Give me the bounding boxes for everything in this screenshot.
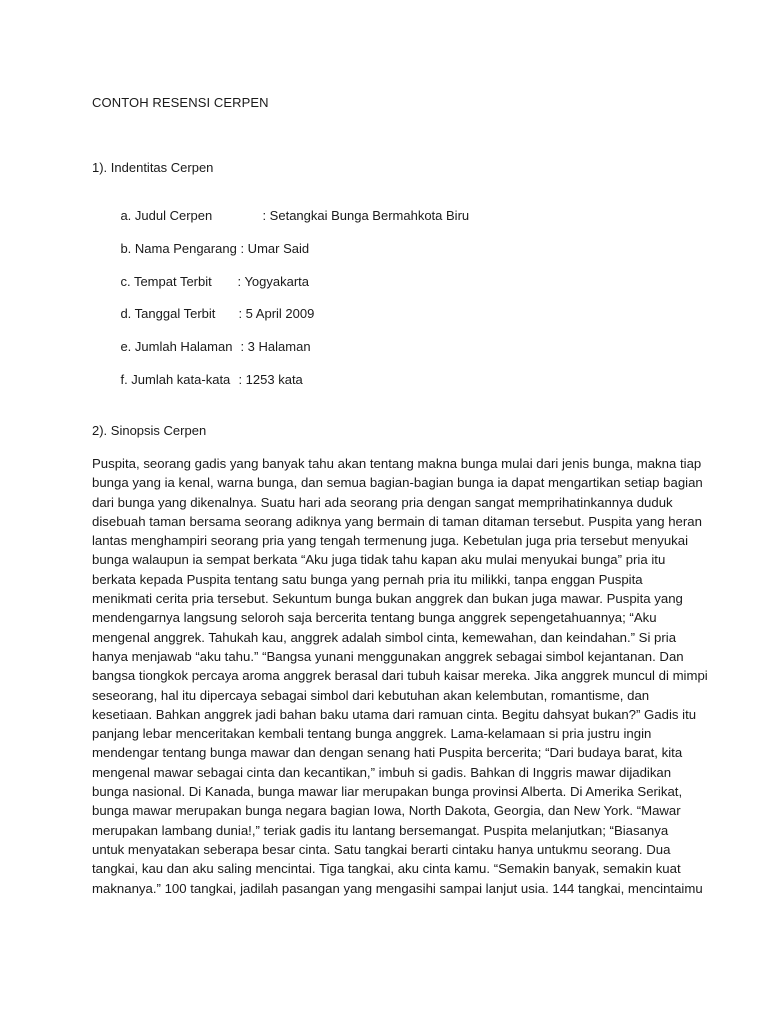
synopsis-line: merupakan lambang dunia!,” teriak gadis itu lantang bersemangat. Puspita melanjutkan; “Biasanya [92,822,669,838]
synopsis-line: dari bunga yang dikenalnya. Suatu hari ada seorang pria dengan sangat memprihatinkannya duduk [92,494,673,510]
identity-label: c. Tempat Terbit [120,274,212,289]
synopsis-line: bunga walaupun ia sempat berkata “Aku juga tidak tahu kapan aku mulai menyukai bunga” pria itu [92,552,666,568]
identity-value: : Umar Said [240,241,310,256]
identity-value: : 1253 kata [238,372,303,387]
synopsis-line: bunga yang ia kenal, warna bunga, dan semua bagian-bagian bunga ia dapat mengartikan setiap bagian [92,475,703,491]
identity-value: : Setangkai Bunga Bermahkota Biru [262,208,470,223]
synopsis-line: disebuah taman bersama seorang adiknya yang bermain di taman ditaman tersebut. Puspita yang heran [92,513,702,529]
identity-label: a. Judul Cerpen [120,208,213,223]
synopsis-line: untuk menyatakan seberapa besar cinta. Satu tangkai berarti cintaku hanya untukmu seorang. Dua [92,841,671,857]
synopsis-line: Puspita, seorang gadis yang banyak tahu akan tentang makna bunga mulai dari jenis bunga, makna tiap [92,456,702,471]
synopsis-line: panjang lebar menceritakan kembali tentang bunga anggrek. Lama-kelamaan si pria justru ingin [92,726,652,742]
synopsis-line: mengenal anggrek. Tahukah kau, anggrek adalah simbol cinta, kemewahan, dan keindahan.” Si pria [92,629,677,645]
section-heading-synopsis: 2). Sinopsis Cerpen [92,423,207,438]
synopsis-line: mendengar tentang bunga mawar dan dengan senang hati Puspita bercerita; “Dari budaya barat, kita [92,745,683,761]
synopsis-line: tangkai, kau dan aku saling mencintai. Tiga tangkai, aku cinta kamu. “Semakin banyak, semakin kuat [92,861,681,877]
identity-label: e. Jumlah Halaman [120,339,233,354]
synopsis-line: seseorang, hal itu dipercaya sebagai simbol dari kebutuhan akan kelembutan, romantisme, dan [92,687,650,703]
synopsis-line: mengenal mawar sebagai cinta dan kecantikan,” imbuh si gadis. Bahkan di Inggris mawar dijadikan [92,764,672,780]
identity-label: b. Nama Pengarang [120,241,237,256]
synopsis-paragraph [92,454,708,898]
identity-label: f. Jumlah kata-kata [120,372,231,387]
synopsis-line: kesetiaan. Bahkan anggrek jadi bahan baku utama dari ramuan cinta. Begitu dahsyat bukan?” Gadis itu [92,706,697,722]
identity-row-kata [106,357,303,402]
synopsis-line: bangsa tiongkok percaya aroma anggrek berasal dari tubuh kaisar mereka. Jika anggrek muncul di mimpi [92,668,708,684]
identity-value: : 5 April 2009 [238,306,315,321]
synopsis-line: menikmati cerita pria tersebut. Sekuntum bunga bukan anggrek dan bukan juga mawar. Puspita yang [92,591,683,607]
section-heading-identity: 1). Indentitas Cerpen [92,160,214,175]
document-title: CONTOH RESENSI CERPEN [92,95,269,110]
identity-value: : Yogyakarta [237,274,310,289]
synopsis-line: bunga mawar merupakan bunga negara bagian Iowa, North Dakota, Georgia, dan New York. “Mawar [92,803,681,819]
synopsis-line: mendengarnya langsung seloroh saja bercerita tentang bunga anggrek sepengetahuannya; “Aku [92,610,657,626]
synopsis-line: lantas menghampiri seorang pria yang tengah termenung juga. Kebetulan juga pria tersebut menyukai [92,533,689,549]
identity-label: d. Tanggal Terbit [120,306,216,321]
identity-value: : 3 Halaman [240,339,311,354]
synopsis-line: hanya menjawab “aku tahu.” “Bangsa yunani menggunakan anggrek sebagai simbol kejantanan. Dan [92,648,684,664]
synopsis-line: maknanya.” 100 tangkai, jadilah pasangan yang mengasihi sampai lanjut usia. 144 tangkai, mencintaimu [92,880,703,896]
synopsis-line: bunga nasional. Di Kanada, bunga mawar liar merupakan bunga provinsi Alberta. Di Amerika Serikat, [92,784,683,800]
synopsis-line: berkata kepada Puspita tentang satu bunga yang pernah pria itu milikki, tanpa enggan Puspita [92,571,643,587]
